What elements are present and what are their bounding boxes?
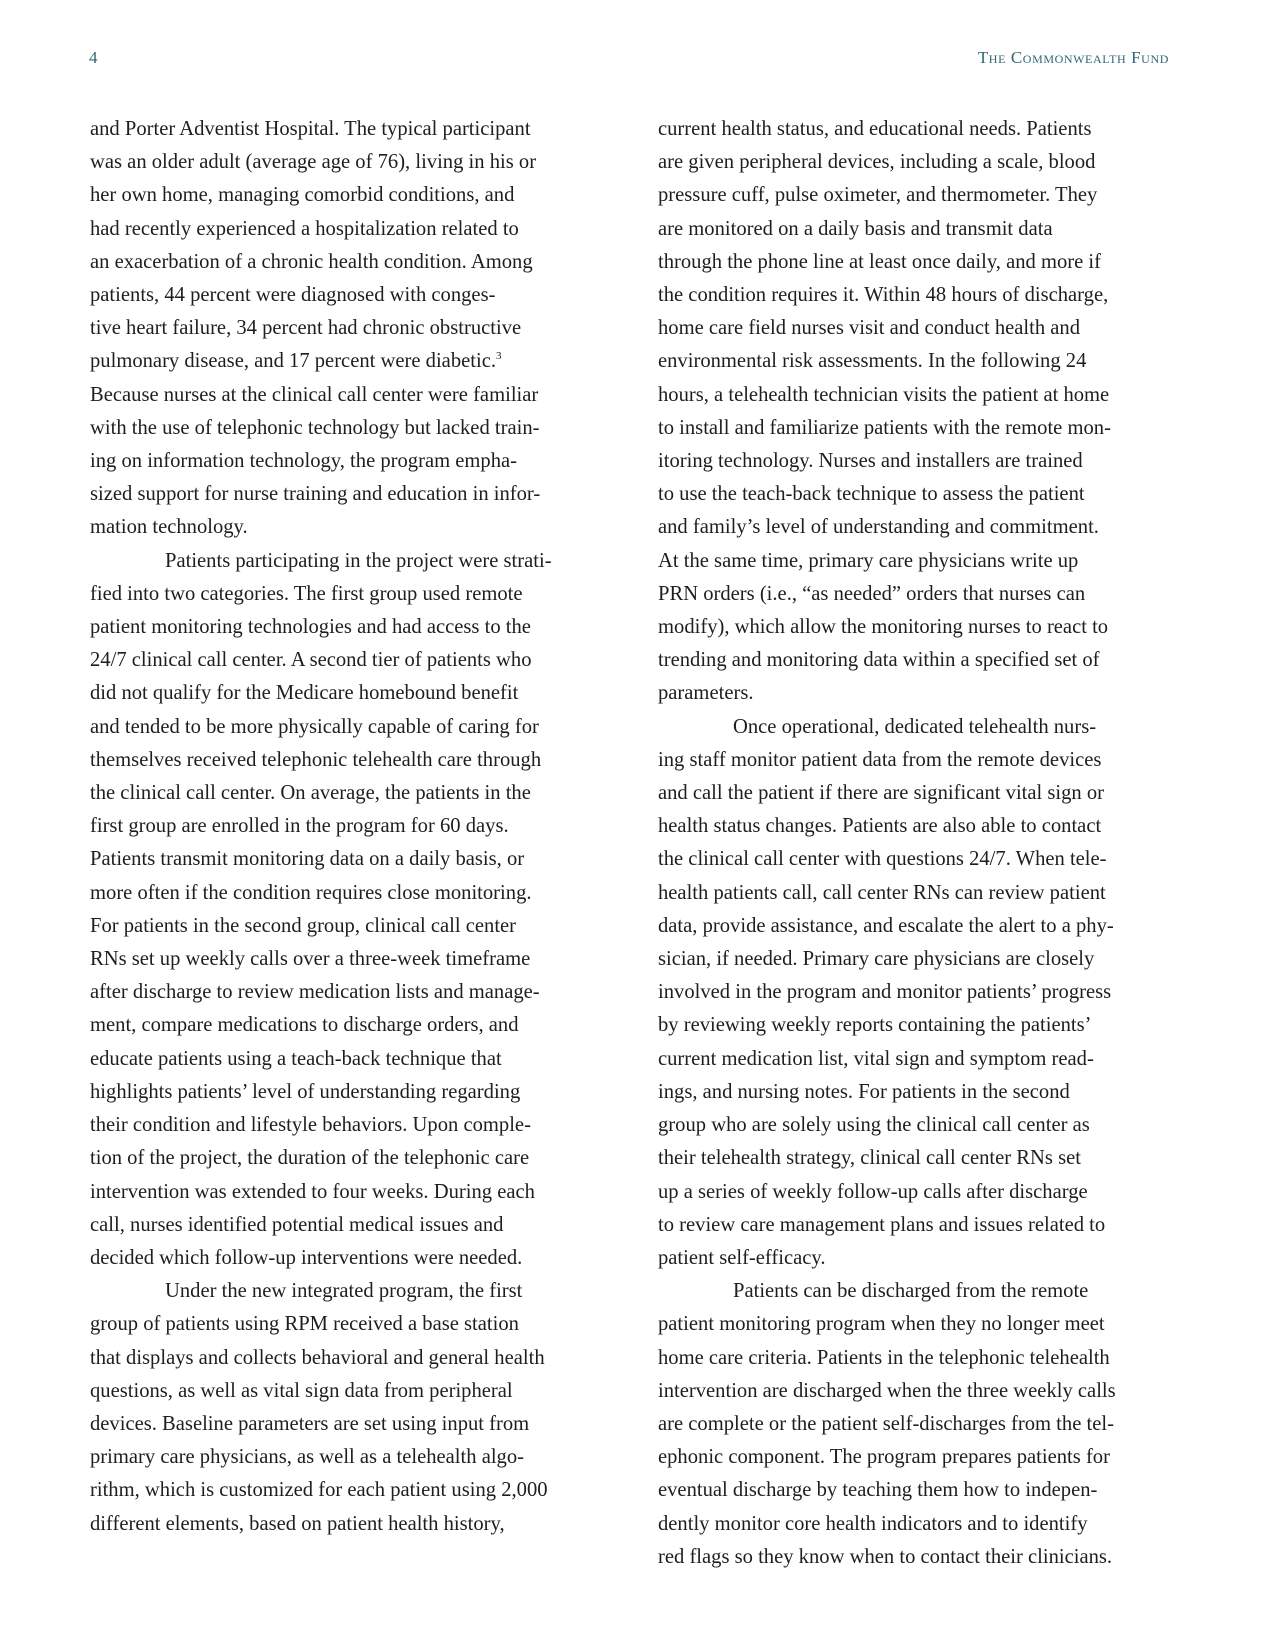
text-line: Because nurses at the clinical call center were familiar — [90, 383, 539, 406]
text-line: parameters. — [658, 682, 754, 705]
text-line: decided which follow-up interventions were needed. — [90, 1246, 523, 1269]
text-line: Patients participating in the project were strati- — [165, 549, 552, 572]
running-header: The Commonwealth Fund — [977, 48, 1169, 67]
text-line: more often if the condition requires close monitoring. — [90, 881, 532, 904]
text-line: fied into two categories. The first group used remote — [90, 582, 523, 605]
text-line: Once operational, dedicated telehealth nurs- — [733, 715, 1097, 738]
text-line: ing on information technology, the program empha- — [90, 450, 518, 473]
text-line: was an older adult (average age of 76), living in his or — [90, 151, 537, 174]
text-line: ing staff monitor patient data from the remote devices — [658, 748, 1102, 771]
text-line: dently monitor core health indicators and to identify — [658, 1512, 1088, 1535]
text-line: hours, a telehealth technician visits the patient at home — [658, 383, 1110, 406]
text-line: the clinical call center with questions 24/7. When tele- — [658, 848, 1107, 871]
text-line: and call the patient if there are significant vital sign or — [658, 782, 1105, 805]
text-line: current health status, and educational needs. Patients — [658, 118, 1092, 140]
text-line: by reviewing weekly reports containing the patients’ — [658, 1014, 1092, 1037]
text-line: up a series of weekly follow-up calls after discharge — [658, 1180, 1088, 1203]
text-line: different elements, based on patient health history, — [90, 1512, 505, 1535]
text-line: Patients can be discharged from the remote — [733, 1280, 1089, 1303]
text-line: to review care management plans and issues related to — [658, 1213, 1106, 1236]
text-line: patient monitoring technologies and had access to the — [90, 616, 531, 639]
left-column — [90, 113, 600, 1541]
text-line: to install and familiarize patients with the remote mon- — [658, 416, 1111, 439]
text-line: home care criteria. Patients in the telephonic telehealth — [658, 1346, 1110, 1369]
text-line: educate patients using a teach-back technique that — [90, 1047, 502, 1070]
text-line: red flags so they know when to contact their clinicians. — [658, 1545, 1113, 1568]
text-line: had recently experienced a hospitalization related to — [90, 217, 519, 240]
text-line: tion of the project, the duration of the telephonic care — [90, 1147, 530, 1170]
text-line: patients, 44 percent were diagnosed with conges- — [90, 284, 496, 307]
text-line: their telehealth strategy, clinical call center RNs set — [658, 1147, 1081, 1170]
text-line: are monitored on a daily basis and transmit data — [658, 217, 1053, 240]
right-column — [658, 113, 1168, 1574]
text-line: and Porter Adventist Hospital. The typical participant — [90, 118, 531, 140]
text-line: involved in the program and monitor patients’ progress — [658, 981, 1112, 1004]
text-line: their condition and lifestyle behaviors. Upon comple- — [90, 1114, 531, 1137]
text-line: patient self-efficacy. — [658, 1246, 826, 1269]
text-line: data, provide assistance, and escalate the alert to a phy- — [658, 914, 1114, 937]
text-line: with the use of telephonic technology but lacked train- — [90, 416, 540, 439]
text-line: trending and monitoring data within a specified set of — [658, 649, 1100, 672]
text-line: eventual discharge by teaching them how to indepen- — [658, 1479, 1098, 1502]
page-number: 4 — [89, 48, 98, 67]
text-line: primary care physicians, as well as a telehealth algo- — [90, 1446, 525, 1469]
text-line: themselves received telephonic telehealth care through — [90, 748, 542, 771]
text-line: current medication list, vital sign and symptom read- — [658, 1047, 1094, 1070]
text-line: ephonic component. The program prepares patients for — [658, 1446, 1110, 1469]
footnote-ref: 3 — [496, 350, 502, 363]
text-line: the condition requires it. Within 48 hours of discharge, — [658, 284, 1109, 307]
text-line: an exacerbation of a chronic health condition. Among — [90, 250, 533, 273]
text-line: sician, if needed. Primary care physicians are closely — [658, 948, 1095, 971]
text-line: sized support for nurse training and education in infor- — [90, 483, 541, 506]
text-line: the clinical call center. On average, the patients in the — [90, 782, 531, 805]
text-line: and family’s level of understanding and commitment. — [658, 516, 1099, 539]
text-line: Under the new integrated program, the first — [165, 1280, 523, 1303]
text-line: For patients in the second group, clinical call center — [90, 914, 517, 937]
text-line: highlights patients’ level of understanding regarding — [90, 1080, 521, 1103]
text-line: At the same time, primary care physicians write up — [658, 549, 1079, 572]
text-line: Patients transmit monitoring data on a daily basis, or — [90, 848, 525, 871]
text-line: home care field nurses visit and conduct health and — [658, 317, 1081, 340]
text-line: environmental risk assessments. In the following 24 — [658, 350, 1087, 373]
text-line — [90, 345, 600, 378]
text-line: intervention are discharged when the three weekly calls — [658, 1379, 1116, 1402]
text-line: pressure cuff, pulse oximeter, and thermometer. They — [658, 184, 1098, 207]
text-line: and tended to be more physically capable of caring for — [90, 715, 539, 738]
text-line: call, nurses identified potential medical issues and — [90, 1213, 504, 1236]
text-line: her own home, managing comorbid conditions, and — [90, 184, 515, 207]
text-line: group who are solely using the clinical call center as — [658, 1114, 1090, 1137]
text-line: ment, compare medications to discharge orders, and — [90, 1014, 519, 1037]
text-line: through the phone line at least once daily, and more if — [658, 250, 1102, 273]
text-line: 24/7 clinical call center. A second tier of patients who — [90, 649, 532, 672]
text-line: questions, as well as vital sign data from peripheral — [90, 1379, 513, 1402]
text-line: to use the teach-back technique to assess the patient — [658, 483, 1085, 506]
text-line: rithm, which is customized for each patient using 2,000 — [90, 1479, 548, 1502]
text-line: devices. Baseline parameters are set using input from — [90, 1412, 530, 1435]
text-line: are complete or the patient self-discharges from the tel- — [658, 1412, 1114, 1435]
text-line: after discharge to review medication lists and manage- — [90, 981, 540, 1004]
text-line: PRN orders (i.e., “as needed” orders that nurses can — [658, 582, 1086, 605]
text-line: health patients call, call center RNs can review patient — [658, 881, 1106, 904]
text-line: health status changes. Patients are also able to contact — [658, 815, 1102, 838]
text-line: tive heart failure, 34 percent had chronic obstructive — [90, 317, 522, 340]
text-line: mation technology. — [90, 516, 248, 539]
text-line: that displays and collects behavioral and general health — [90, 1346, 545, 1369]
text-line: intervention was extended to four weeks. During each — [90, 1180, 535, 1203]
text-line: first group are enrolled in the program for 60 days. — [90, 815, 509, 838]
text-line: RNs set up weekly calls over a three-week timeframe — [90, 948, 531, 971]
text-line: did not qualify for the Medicare homebound benefit — [90, 682, 519, 705]
text-line: itoring technology. Nurses and installers are trained — [658, 450, 1083, 473]
text-line: group of patients using RPM received a base station — [90, 1313, 519, 1336]
text-line: ings, and nursing notes. For patients in the second — [658, 1080, 1070, 1103]
text-line: patient monitoring program when they no longer meet — [658, 1313, 1105, 1336]
text-line: are given peripheral devices, including a scale, blood — [658, 151, 1096, 174]
text-line: modify), which allow the monitoring nurses to react to — [658, 616, 1109, 639]
text-line-content: pulmonary disease, and 17 percent were diabetic. — [90, 350, 496, 373]
